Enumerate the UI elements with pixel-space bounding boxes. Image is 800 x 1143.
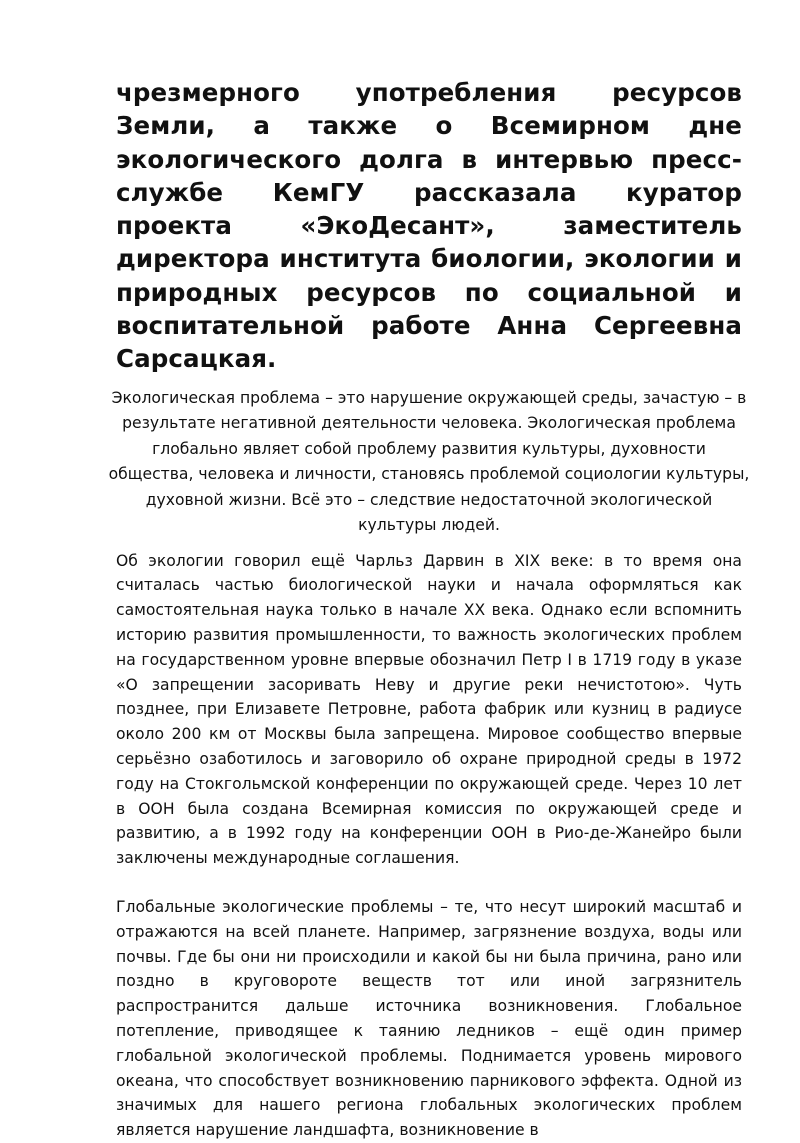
lead-paragraph: чрезмерного употребления ресурсов Земли, а также о Всемирном дне экологического долга в интервью пресс-службе КемГУ рассказала куратор проекта «ЭкоДесант», заместитель директора института биологии, экологии и природных ресурсов по социальной и воспитательной работе Анна Сергеевна Сарсацкая. [116,78,742,374]
body-paragraph-1: Об экологии говорил ещё Чарльз Дарвин в XIX веке: в то время она считалась частью биологической науки и начала оформляться как самостоятельная наука только в начале XX века. Однако если вспомнить историю развития промышленности, то важность экологических проблем на государственном уровне впервые обозначил Петр I в 1719 году в указе «О запрещении засоривать Неву и другие реки нечистотою». Чуть позднее, при Елизавете Петровне, работа фабрик или кузниц в радиусе около 200 км от Москвы была запрещена. Мировое сообщество впервые серьёзно озаботилось и заговорило об охране природной среды в 1972 году на Стокгольмской конференции по окружающей среде. Через 10 лет в ООН была создана Всемирная комиссия по окружающей среде и развитию, а в 1992 году на конференции ООН в Рио-де-Жанейро были заключены международные соглашения. [116,551,742,868]
paragraph-spacer [116,871,742,895]
document-page [108,76,750,1143]
abstract-paragraph: Экологическая проблема – это нарушение окружающей среды, зачастую – в результате негативной деятельности человека. Экологическая проблема глобально являет собой проблему развития культуры, духовности общества, человека и личности, становясь проблемой социологии культуры, духовной жизни. Всё это – следствие недостаточной экологической культуры людей. [108,388,750,535]
body-paragraph-2: Глобальные экологические проблемы – те, что несут широкий масштаб и отражаются на всей планете. Например, загрязнение воздуха, воды или почвы. Где бы они ни происходили и какой бы ни была причина, рано или поздно в круговороте веществ тот или иной загрязнитель распространится дальше источника возникновения. Глобальное потепление, приводящее к таянию ледников – ещё один пример глобальной экологической проблемы. Поднимается уровень мирового океана, что способствует возникновению парникового эффекта. Одной из значимых для нашего региона глобальных экологических проблем является нарушение ландшафта, возникновение в [116,898,742,1140]
